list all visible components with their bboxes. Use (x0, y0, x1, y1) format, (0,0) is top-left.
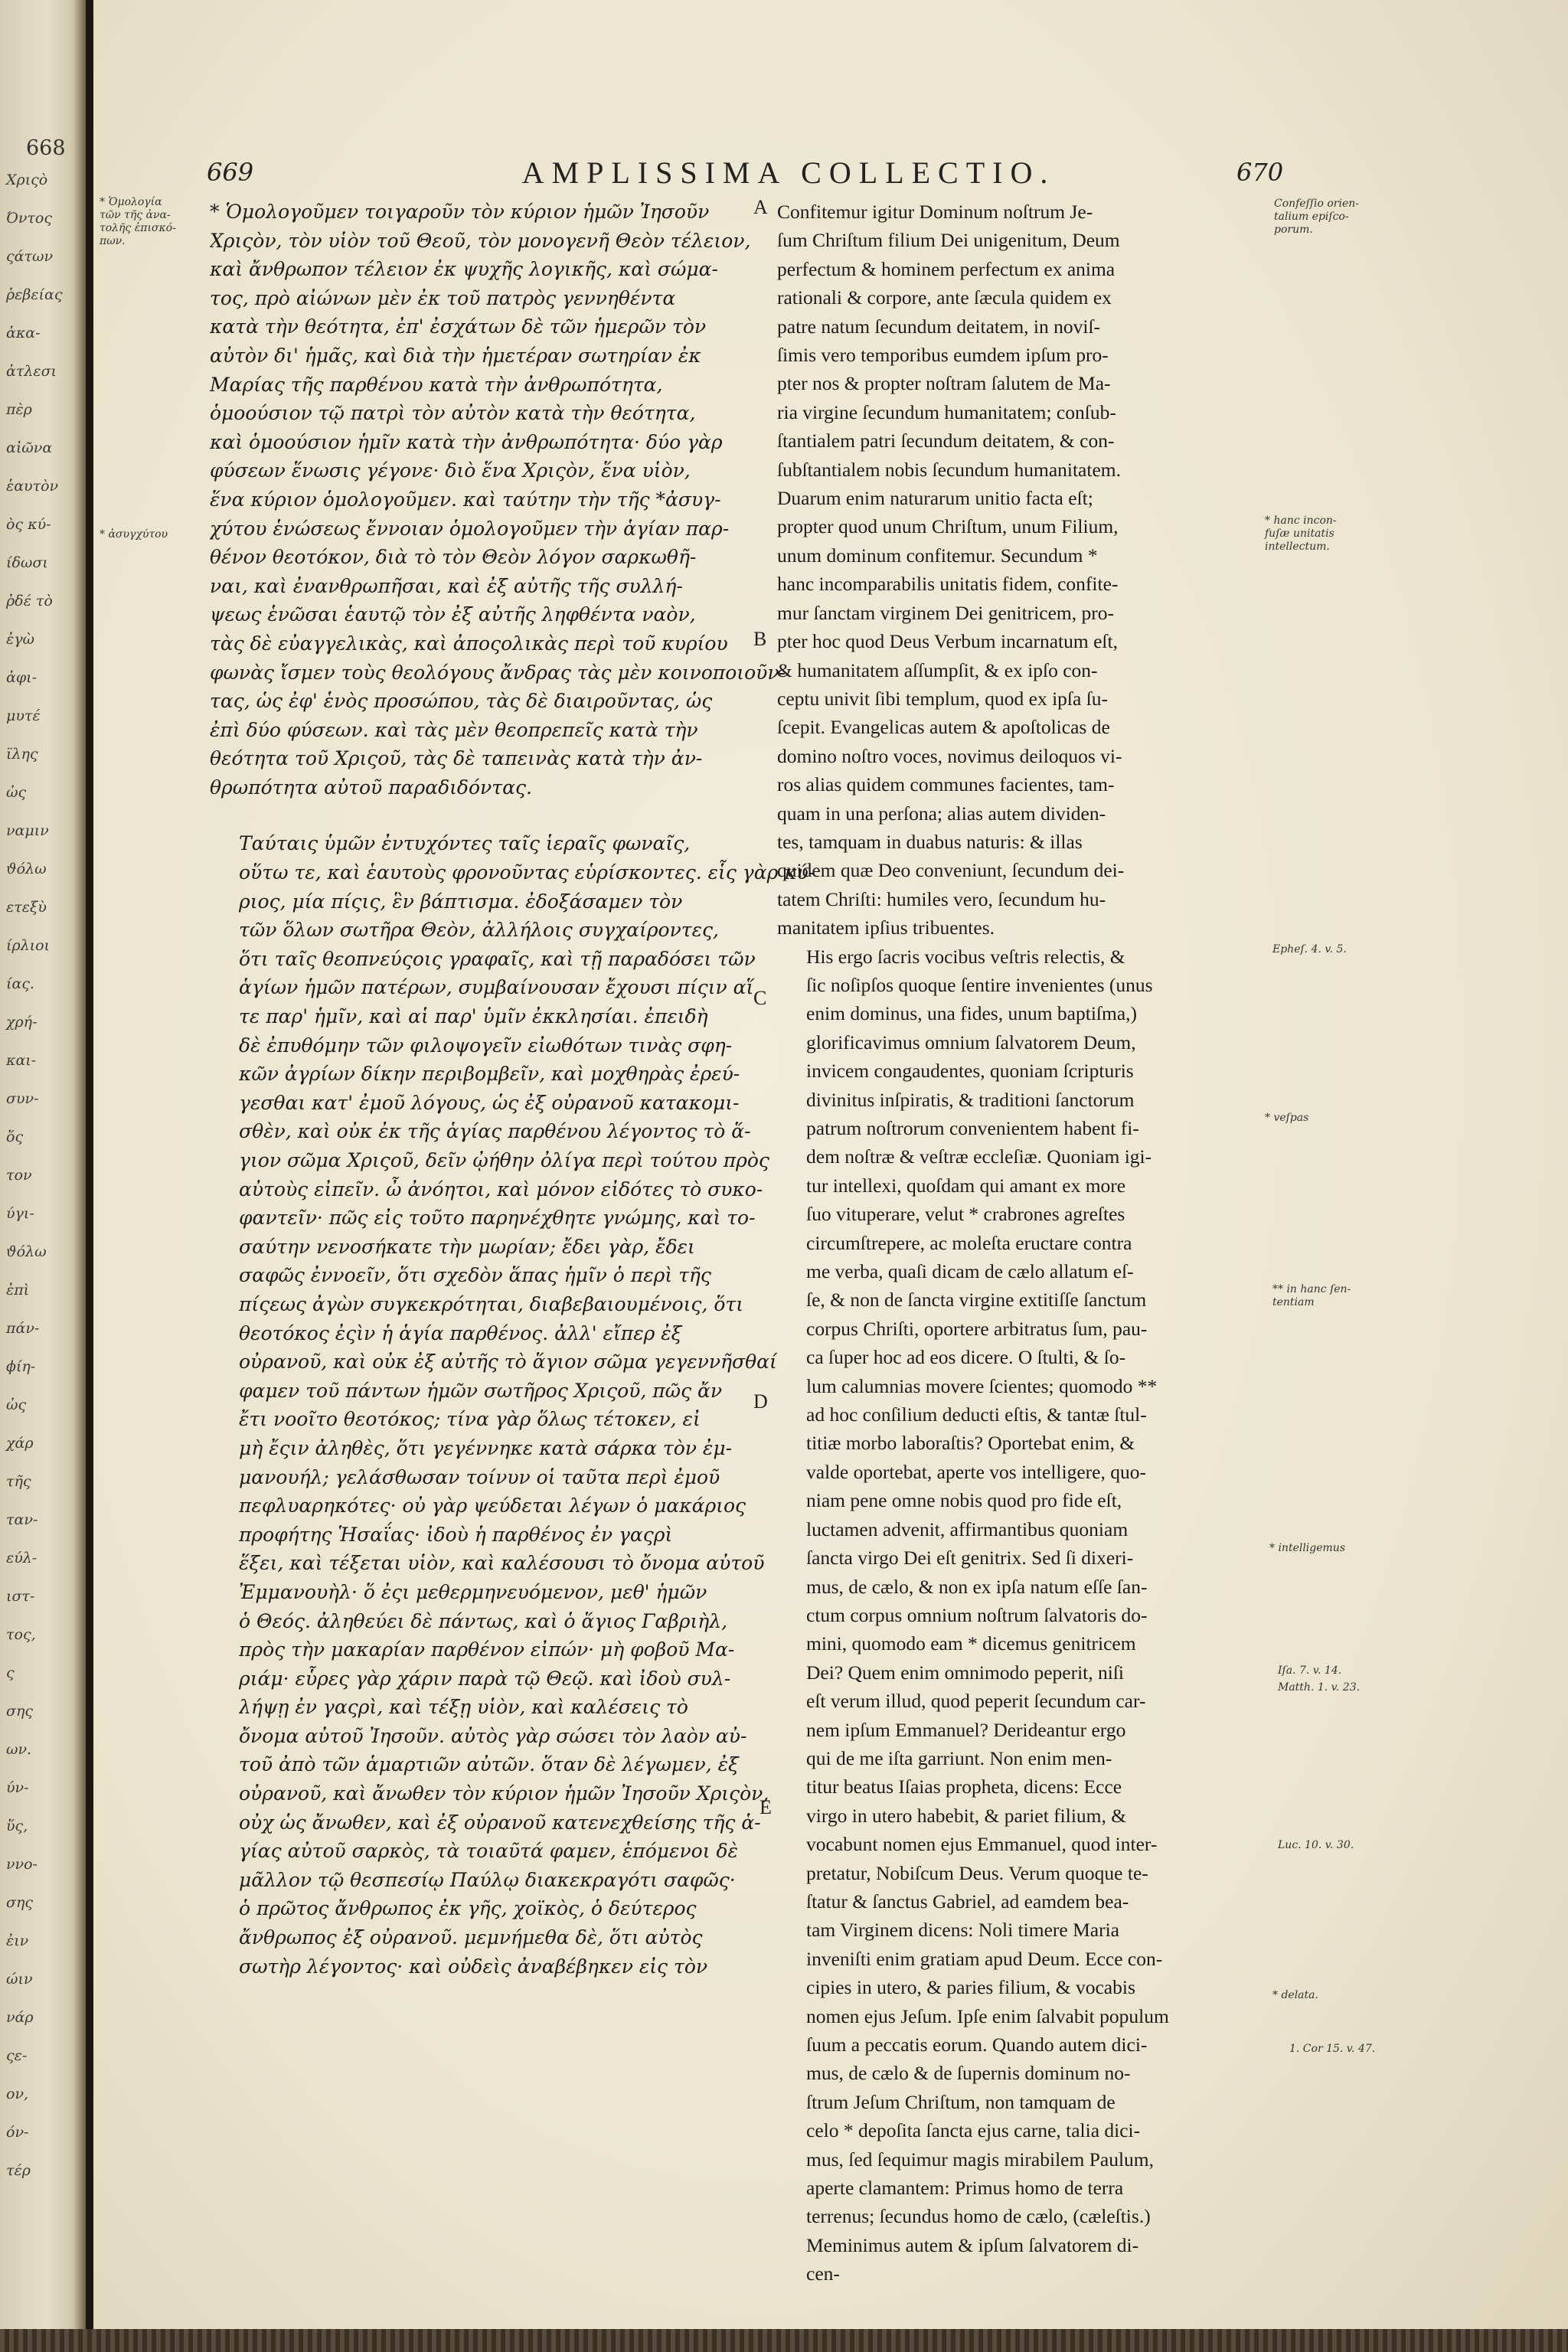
left-page-edge (0, 0, 86, 2352)
text-line: pretatur, Nobiſcum Deus. Verum quoque te- (806, 1861, 1148, 1884)
left-page-fragment: ἐπὶ (6, 1282, 30, 1298)
text-line: ὅτι ταῖς θεοπνεύςοις γραφαῖς, καὶ τῇ παραδόσει τῶν (239, 947, 756, 970)
text-line: μανουήλ; γελάσθωσαν τοίνυν οἱ ταῦτα περὶ ἐμοῦ (239, 1465, 720, 1488)
text-line: θεότητα τοῦ Χριςοῦ, τὰς δὲ ταπεινὰς κατὰ τὴν ἀν- (210, 747, 703, 770)
text-line: σωτὴρ λέγοντος· καὶ οὐδεὶς ἀναβέβηκεν εἰς τὸν (239, 1955, 708, 1978)
text-line: pter nos & propter noſtram ſalutem de Ma- (777, 372, 1111, 395)
latin-paragraph-2 (777, 942, 1267, 2288)
text-line: titiæ morbo laboraſtis? Oportebat enim, & (806, 1432, 1135, 1455)
text-line: tur intellexi, quoſdam qui amant ex more (806, 1174, 1126, 1197)
text-line: τὰς δὲ εὐαγγελικὰς, καὶ ἀποςολικὰς περὶ τοῦ κυρίου (210, 632, 728, 655)
latin-paragraph-1 (777, 198, 1267, 942)
left-page-fragment: τῆς (6, 1473, 31, 1490)
text-line: glorificavimus omnium ſalvatorem Deum, (806, 1031, 1136, 1054)
text-line: patre natum ſecundum deitatem, in noviſ- (777, 315, 1101, 338)
left-page-fragment: ῥεβείας (6, 286, 63, 303)
left-page-fragment: ἀκα- (6, 325, 41, 341)
section-letter-a: A (753, 196, 768, 218)
page-number-left: 669 (207, 158, 254, 187)
text-line: ſtatur & ſanctus Gabriel, ad eamdem bea- (806, 1890, 1129, 1913)
text-line: θεοτόκος ἐςὶν ἡ ἁγία παρθένος. ἀλλ' εἴπερ ἐξ (239, 1321, 682, 1344)
text-line: ſic noſipſos quoque ſentire invenientes (unus (806, 973, 1153, 996)
left-page-fragment: ώιν (6, 1971, 33, 1988)
text-line: ἄνθρωπος ἐξ οὐρανοῦ. μεμνήμεθα δὲ, ὅτι αὐτὸς (239, 1926, 703, 1949)
text-line: rationali & corpore, ante ſæcula quidem ex (777, 286, 1112, 309)
margin-note-corinthians: 1. Cor 15. v. 47. (1289, 2043, 1376, 2055)
text-line: lum calumnias movere ſcientes; quomodo ** (806, 1374, 1158, 1397)
running-head (93, 155, 1568, 194)
text-line: inveniſti enim gratiam apud Deum. Ecce con- (806, 1947, 1163, 1970)
text-line: ἕξει, καὶ τέξεται υἱὸν, καὶ καλέσουσι τὸ ὄνομα αὐτοῦ (239, 1552, 765, 1575)
text-line: αὐτὸν δι' ἡμᾶς, καὶ διὰ τὴν ἡμετέραν σωτηρίαν ἐκ (210, 344, 701, 367)
section-letter-c: C (753, 987, 767, 1009)
text-line: Duarum enim naturarum unitio facta eſt; (777, 487, 1093, 510)
text-line: οὕτω τε, καὶ ἑαυτοὺς φρονοῦντας εὑρίσκοντες. εἷς γὰρ κύ- (239, 861, 815, 884)
left-page-fragment: τέρ (6, 2162, 31, 2179)
text-line: eſt verum illud, quod peperit ſecundum car- (806, 1690, 1146, 1713)
margin-note-matthew: Matth. 1. v. 23. (1278, 1681, 1361, 1694)
text-line: γιον σῶμα Χριςοῦ, δεῖν ᾠήθην ὀλίγα περὶ τούτου πρὸς (239, 1149, 769, 1171)
text-line: domino noſtro voces, novimus deiloquos vi- (777, 744, 1122, 767)
left-page-fragment: ἀτλεσι (6, 363, 57, 380)
margin-note-ephesians: Epheſ. 4. v. 5. (1272, 943, 1347, 956)
left-page-fragment: όν- (6, 2124, 29, 2141)
text-line: οὐρανοῦ, καὶ ἄνωθεν τὸν κύριον ἡμῶν Ἰησοῦν Χριςὸν, (239, 1782, 769, 1805)
left-page-fragment: τος, (6, 1626, 36, 1643)
left-page-fragment: ϑόλω (6, 1243, 47, 1260)
text-line: unum dominum confitemur. Secundum * (777, 544, 1098, 567)
text-line: ριος, μία πίςις, ἓν βάπτισμα. ἐδοξάσαμεν τὸν (239, 890, 683, 913)
text-line: mus, de cælo & de ſupernis dominum no- (806, 2062, 1131, 2085)
left-page-fragment: ὡς (6, 784, 27, 801)
text-line: mini, quomodo eam * dicemus genitricem (806, 1632, 1136, 1655)
text-line: nem ipſum Emmanuel? Derideantur ergo (806, 1718, 1126, 1741)
text-line: φωνὰς ἴσμεν τοὺς θεολόγους ἄνδρας τὰς μὲν κοινοποιοῦν- (210, 661, 786, 684)
left-page-fragment: ναμιν (6, 822, 49, 839)
section-letter-b: B (753, 628, 767, 650)
text-line: γίας αὐτοῦ σαρκὸς, τὰ τοιαῦτά φαμεν, ἑπόμενοι δὲ (239, 1840, 738, 1863)
left-page-fragment: μυτέ (6, 707, 41, 724)
text-line: οὐχ ὡς ἄνωθεν, καὶ ἐξ οὐρανοῦ κατενεχθείσης τῆς ἁ- (239, 1811, 761, 1834)
text-line: ca ſuper hoc ad eos dicere. O ſtulti, & ſo- (806, 1346, 1126, 1369)
left-page-fragment: ἀφι- (6, 669, 38, 686)
text-line: virgo in utero habebit, & pariet filium, & (806, 1804, 1127, 1827)
text-line: * Ὁμολογοῦμεν τοιγαροῦν τὸν κύριον ἡμῶν Ἰησοῦν (210, 201, 710, 223)
left-page-fragment: ϑόλω (6, 861, 47, 877)
book-gutter (86, 0, 93, 2352)
left-page-fragment: τον (6, 1167, 32, 1184)
text-line: τοῦ ἀπὸ τῶν ἁμαρτιῶν αὐτῶν. ὅταν δὲ λέγωμεν, ἐξ (239, 1753, 739, 1776)
text-line: πεφλυαρηκότες· οὐ γὰρ ψεύδεται λέγων ὁ μακάριος (239, 1494, 746, 1517)
text-line: tes, tamquam in duabus naturis: & illas (777, 830, 1083, 853)
text-line: Ταύταις ὑμῶν ἐντυχόντες ταῖς ἱεραῖς φωναῖς, (239, 832, 691, 855)
margin-note-luke: Luc. 10. v. 30. (1278, 1839, 1354, 1851)
text-line: aperte clamantem: Primus homo de terra (806, 2177, 1124, 2200)
text-line: niam pene omne nobis quod pro fide eſt, (806, 1489, 1122, 1512)
text-line: nomen ejus Jeſum. Ipſe enim ſalvabit populum (806, 2004, 1169, 2027)
margin-note-vespas: * veſpas (1265, 1112, 1309, 1124)
left-page-number: 668 (26, 136, 66, 160)
text-line: invicem congaudentes, quoniam ſcripturis (806, 1060, 1134, 1083)
text-line: καὶ ὁμοούσιον ἡμῖν κατὰ τὴν ἀνθρωπότητα· δύο γὰρ (210, 430, 723, 453)
left-page-fragment: εύλ- (6, 1550, 38, 1566)
left-page-fragment: ὕς, (6, 1818, 28, 1834)
text-line: γεσθαι κατ' ἐμοῦ λόγους, ὡς ἐξ οὐρανοῦ κατακομι- (239, 1091, 740, 1114)
text-line: corpus Chriſti, oportere arbitratus ſum, pau- (806, 1317, 1148, 1340)
text-line: χύτου ἑνώσεως ἔννοιαν ὁμολογοῦμεν τὴν ἁγίαν παρ- (210, 517, 730, 540)
text-line: tatem Chriſti: humiles vero, ſecundum hu- (777, 887, 1106, 910)
text-line: οὐρανοῦ, καὶ οὐκ ἐξ αὐτῆς τὸ ἅγιον σῶμα γεγεννῆσθαί (239, 1351, 777, 1374)
text-line: μὴ ἔςιν ἀληθὲς, ὅτι γεγέννηκε κατὰ σάρκα τὸν ἐμ- (239, 1436, 733, 1459)
left-page-fragment: Όντος (6, 210, 53, 227)
left-page-fragment: ννο- (6, 1856, 38, 1873)
text-line: divinitus inſpiratis, & traditioni ſanctorum (806, 1088, 1135, 1111)
left-page-fragment: ς (6, 1664, 15, 1681)
left-page-fragment: πὲρ (6, 401, 32, 418)
left-page-fragment: ων. (6, 1741, 32, 1758)
text-line: cipies in utero, & paries filium, & vocabis (806, 1976, 1135, 1999)
left-page-fragment: ϊλης (6, 746, 38, 763)
text-line: ſuum a peccatis eorum. Quando autem dici- (806, 2034, 1148, 2056)
left-page-fragment: και- (6, 1052, 37, 1069)
text-line: Χριςὸν, τὸν υἱὸν τοῦ Θεοῦ, τὸν μονογενῆ Θεὸν τέλειον, (210, 229, 751, 252)
text-line: ſcepit. Evangelicas autem & apoſtolicas de (777, 716, 1110, 739)
text-line: mus, ſed ſequimur magis mirabilem Paulum, (806, 2148, 1154, 2171)
text-line: τε παρ' ἡμῖν, καὶ αἱ παρ' ὑμῖν ἐκκλησίαι. ἐπειδὴ (239, 1005, 708, 1028)
text-line: vocabunt nomen ejus Emmanuel, quod inter- (806, 1833, 1158, 1856)
text-line: me verba, quaſi dicam de cælo allatum eſ- (806, 1260, 1134, 1283)
text-line: celo * depoſita ſancta ejus carne, talia dici- (806, 2119, 1141, 2142)
left-page-fragment: ἐγὼ (6, 631, 35, 648)
text-line: κατὰ τὴν θεότητα, ἐπ' ἐσχάτων δὲ τῶν ἡμερῶν τὸν (210, 315, 707, 338)
text-line: ceptu univit ſibi templum, quod ex ipſa ſu- (777, 687, 1109, 710)
text-line: ſe, & non de ſancta virgine extitiſſe ſanctum (806, 1289, 1147, 1312)
text-line: δὲ ἐπυθόμην τῶν φιλοψογεῖν εἰωθότων τινὰς σφη- (239, 1034, 733, 1057)
text-line: ros alias quidem communes facientes, tam- (777, 773, 1115, 796)
left-page-fragment: ῥδέ τὸ (6, 593, 53, 609)
text-line: θρωπότητα αὐτοῦ παραδιδόντας. (210, 776, 532, 799)
text-line: Ἐμμανουὴλ· ὅ ἐςι μεθερμηνευόμενον, μεθ' ἡμῶν (239, 1580, 707, 1603)
left-page-fragment: ον, (6, 2086, 29, 2102)
left-page-fragment: ςάτων (6, 248, 54, 265)
left-page-fragment: ιστ- (6, 1588, 35, 1605)
margin-note-in-hanc: ** in hanc ſen- tentiam (1272, 1283, 1351, 1308)
text-line: ἐπὶ δύο φύσεων. καὶ τὰς μὲν θεοπρεπεῖς κατὰ τὴν (210, 718, 698, 741)
carpet-background (0, 2329, 1568, 2352)
margin-note-delata: * delata. (1272, 1989, 1318, 2001)
left-page-fragment: πάν- (6, 1320, 40, 1337)
text-line: His ergo ſacris vocibus veſtris relectis, & (806, 945, 1125, 968)
text-line: λήψῃ ἐν γαςρὶ, καὶ τέξῃ υἱὸν, καὶ καλέσεις τὸ (239, 1696, 688, 1719)
left-page-fragment: ὡς (6, 1396, 27, 1413)
text-line: ὄνομα αὐτοῦ Ἰησοῦν. αὐτὸς γὰρ σώσει τὸν λαὸν αὐ- (239, 1724, 747, 1747)
text-line: tam Virginem dicens: Noli timere Maria (806, 1919, 1119, 1942)
left-page-fragment: ἐιν (6, 1932, 29, 1949)
text-line: ſimis vero temporibus eumdem ipſum pro- (777, 344, 1109, 367)
text-line: πίςεως ἀγὼν συγκεκρότηται, διαβεβαιουμένοις, ὅτι (239, 1292, 743, 1315)
text-line: qui de me iſta garriunt. Non enim men- (806, 1746, 1112, 1769)
text-line: circumſtrepere, ac moleſta eructare contra (806, 1231, 1132, 1254)
text-line: αὐτοὺς εἰπεῖν. ὦ ἀνόητοι, καὶ μόνον εἰδότες τὸ συκο- (239, 1178, 763, 1200)
margin-note-isaiah: Iſa. 7. v. 14. (1278, 1664, 1342, 1677)
text-line: μᾶλλον τῷ θεσπεσίῳ Παύλῳ διακεκραγότι σαφῶς· (239, 1868, 736, 1891)
section-letter-e: E (760, 1796, 772, 1818)
text-line: dem noſtræ & veſtræ eccleſiæ. Quoniam igi- (806, 1145, 1152, 1168)
text-line: θένον θεοτόκον, διὰ τὸ τὸν Θεὸν λόγον σαρκωθῆ- (210, 546, 697, 569)
text-line: ἕνα κύριον ὁμολογοῦμεν. καὶ ταύτην τὴν τῆς *ἀσυγ- (210, 488, 721, 511)
text-line: κῶν ἀγρίων δίκην περιβομβεῖν, καὶ μοχθηρὰς ἐρεύ- (239, 1063, 740, 1086)
text-line: σαφῶς ἐννοεῖν, ὅτι σχεδὸν ἅπας ἡμῖν ὁ περὶ τῆς (239, 1264, 711, 1287)
text-line: terrenus; ſecundus homo de cælo, (cæleſtis.) (806, 2205, 1151, 2228)
text-line: τας, ὡς ἐφ' ἑνὸς προσώπου, τὰς δὲ διαιροῦντας, ὡς (210, 690, 713, 713)
text-line: ſum Chriſtum filium Dei unigenitum, Deum (777, 229, 1120, 252)
page-number-right: 670 (1236, 158, 1284, 187)
text-line: ἁγίων ἡμῶν πατέρων, συμβαίνουσαν ἔχουσι πίςιν αἵ (239, 976, 754, 999)
text-line: Dei? Quem enim omnimodo peperit, niſi (806, 1661, 1124, 1684)
section-letter-d: D (753, 1390, 768, 1413)
latin-column (777, 198, 1267, 2288)
text-line: τῶν ὅλων σωτῆρα Θεὸν, ἀλλήλοις συγχαίροντες, (239, 919, 720, 942)
left-page-fragment: αἰῶνα (6, 439, 53, 456)
text-line: φαμεν τοῦ πάντων ἡμῶν σωτῆρος Χριςοῦ, πῶς ἄν (239, 1379, 723, 1402)
text-line: ſtantialem patri ſecundum deitatem, & con- (777, 430, 1115, 452)
left-page-fragment: ίδωσι (6, 554, 48, 571)
text-line: ὁ Θεός. ἀληθεύει δὲ πάντως, καὶ ὁ ἅγιος Γαβριὴλ, (239, 1609, 728, 1632)
text-line: ψεως ἑνῶσαι ἑαυτῷ τὸν ἐξ αὐτῆς ληφθέντα ναὸν, (210, 603, 696, 626)
text-line: ὁμοούσιον τῷ πατρὶ τὸν αὐτὸν κατὰ τὴν θεότητα, (210, 402, 696, 425)
text-line: cen- (806, 2262, 840, 2285)
left-page-fragment: σης (6, 1894, 33, 1911)
text-line: quam in una perſona; alias autem dividen- (777, 802, 1106, 825)
text-line: manitatem ipſius tribuentes. (777, 916, 995, 939)
text-line: προφήτης Ἡσαΐας· ἰδοὺ ἡ παρθένος ἐν γαςρὶ (239, 1523, 673, 1546)
text-line: ad hoc conſilium deducti eſtis, & tantæ ſtul- (806, 1403, 1147, 1426)
text-line: ria virgine ſecundum humanitatem; conſub- (777, 400, 1116, 423)
text-line: καὶ ἄνθρωπον τέλειον ἐκ ψυχῆς λογικῆς, καὶ σώμα- (210, 258, 718, 281)
margin-note-asynchytou: * ἀσυγχύτου (100, 528, 168, 541)
text-line: τος, πρὸ αἰώνων μὲν ἐκ τοῦ πατρὸς γεννηθέντα (210, 286, 676, 309)
text-line: propter quod unum Chriſtum, unum Filium, (777, 515, 1119, 538)
left-page-fragment: ετεξὺ (6, 899, 47, 916)
text-line: Meminimus autem & ipſum ſalvatorem di- (806, 2233, 1139, 2256)
text-line: φύσεων ἕνωσις γέγονε· διὸ ἕνα Χριςὸν, ἕνα υἱὸν, (210, 459, 691, 482)
left-page-fragment: ύγι- (6, 1205, 34, 1222)
left-page-fragment: νάρ (6, 2009, 34, 2026)
left-page-fragment: Χριςὸ (6, 172, 48, 188)
margin-note-homologia: * Ὁμολογία τῶν τῆς ἀνα- τολῆς ἐπισκό- πων. (100, 196, 176, 247)
text-line: mus, de cælo, & non ex ipſa natum eſſe ſan- (806, 1575, 1148, 1598)
text-line: σθὲν, καὶ οὐκ ἐκ τῆς ἁγίας παρθένου λέγοντος τὸ ἅ- (239, 1120, 751, 1143)
left-page-fragment: σης (6, 1703, 33, 1720)
text-line: ſuo vituperare, velut * crabrones agreſtes (806, 1203, 1125, 1226)
left-page-fragment: ϕίη- (6, 1358, 36, 1375)
left-page-fragment: ςε- (6, 2047, 28, 2064)
text-line: enim dominus, una fides, unum baptiſma,) (806, 1002, 1138, 1025)
text-line: patrum noſtrorum convenientem habent fi- (806, 1117, 1139, 1139)
text-line: σαύτην νενοσήκατε τὴν μωρίαν; ἔδει γὰρ, ἔδει (239, 1235, 695, 1258)
left-page-fragment: ὸς κύ- (6, 516, 51, 533)
collection-title: AMPLISSIMA COLLECTIO. (521, 155, 1056, 190)
left-page-fragment: ίας. (6, 975, 34, 992)
text-line: ἔτι νοοῖτο θεοτόκος; τίνα γὰρ ὅλως τέτοκεν, εἰ (239, 1408, 701, 1431)
left-page-fragment: ὅς (6, 1129, 24, 1145)
text-line: luctamen advenit, affirmantibus quoniam (806, 1517, 1129, 1540)
text-line: ſubſtantialem nobis ſecundum humanitatem. (777, 458, 1121, 481)
left-page-fragment: συν- (6, 1090, 39, 1107)
text-line: titur beatus Iſaias propheta, dicens: Ecce (806, 1775, 1122, 1798)
text-line: ctum corpus omnium noſtrum ſalvatoris do- (806, 1603, 1148, 1626)
text-line: φαντεῖν· πῶς εἰς τοῦτο παρηνέχθητε γνώμης, καὶ το- (239, 1207, 756, 1230)
text-line: ὁ πρῶτος ἄνθρωπος ἐκ γῆς, χοϊκὸς, ὁ δεύτερος (239, 1897, 697, 1920)
text-line: perfectum & hominem perfectum ex anima (777, 257, 1116, 280)
margin-note-confessio: Confeſſio orien- talium epiſco- porum. (1274, 198, 1359, 236)
text-line: ναι, καὶ ἐνανθρωπῆσαι, καὶ ἐξ αὐτῆς τῆς συλλή- (210, 574, 683, 597)
text-line: ſancta virgo Dei eſt genitrix. Sed ſi dixeri- (806, 1547, 1134, 1570)
text-line: ριάμ· εὗρες γὰρ χάριν παρὰ τῷ Θεῷ. καὶ ἰδοὺ συλ- (239, 1667, 731, 1690)
text-line: mur ſanctam virginem Dei genitricem, pro- (777, 601, 1114, 624)
margin-note-intelligemus: * intelligemus (1269, 1542, 1346, 1554)
left-page-fragment: χάρ (6, 1435, 34, 1452)
left-page-fragment: ἑαυτὸν (6, 478, 59, 495)
text-line: quidem quæ Deo conveniunt, ſecundum dei- (777, 859, 1125, 882)
left-page-fragment: ίρλιοι (6, 937, 50, 954)
text-line: ſtrum Jeſum Chriſtum, non tamquam de (806, 2090, 1116, 2113)
text-line: hanc incomparabilis unitatis fidem, confite- (777, 573, 1119, 596)
margin-note-hanc: * hanc incon- fuſæ unitatis intellectum. (1265, 514, 1337, 553)
text-line: pter hoc quod Deus Verbum incarnatum eſt, (777, 630, 1118, 653)
text-line: πρὸς τὴν μακαρίαν παρθένον εἰπών· μὴ φοβοῦ Μα- (239, 1638, 735, 1661)
left-page-fragment: χρή- (6, 1014, 38, 1031)
right-page (93, 0, 1568, 2352)
text-line: & humanitatem aſſumpſit, & ex ipſo con- (777, 658, 1098, 681)
left-page-fragment: ταν- (6, 1511, 38, 1528)
left-page-fragment: ύν- (6, 1779, 29, 1796)
text-line: valde oportebat, aperte vos intelligere, quo- (806, 1460, 1146, 1483)
text-line: Confitemur igitur Dominum noſtrum Je- (777, 201, 1093, 223)
text-line: Μαρίας τῆς παρθένου κατὰ τὴν ἀνθρωπότητα, (210, 373, 663, 396)
